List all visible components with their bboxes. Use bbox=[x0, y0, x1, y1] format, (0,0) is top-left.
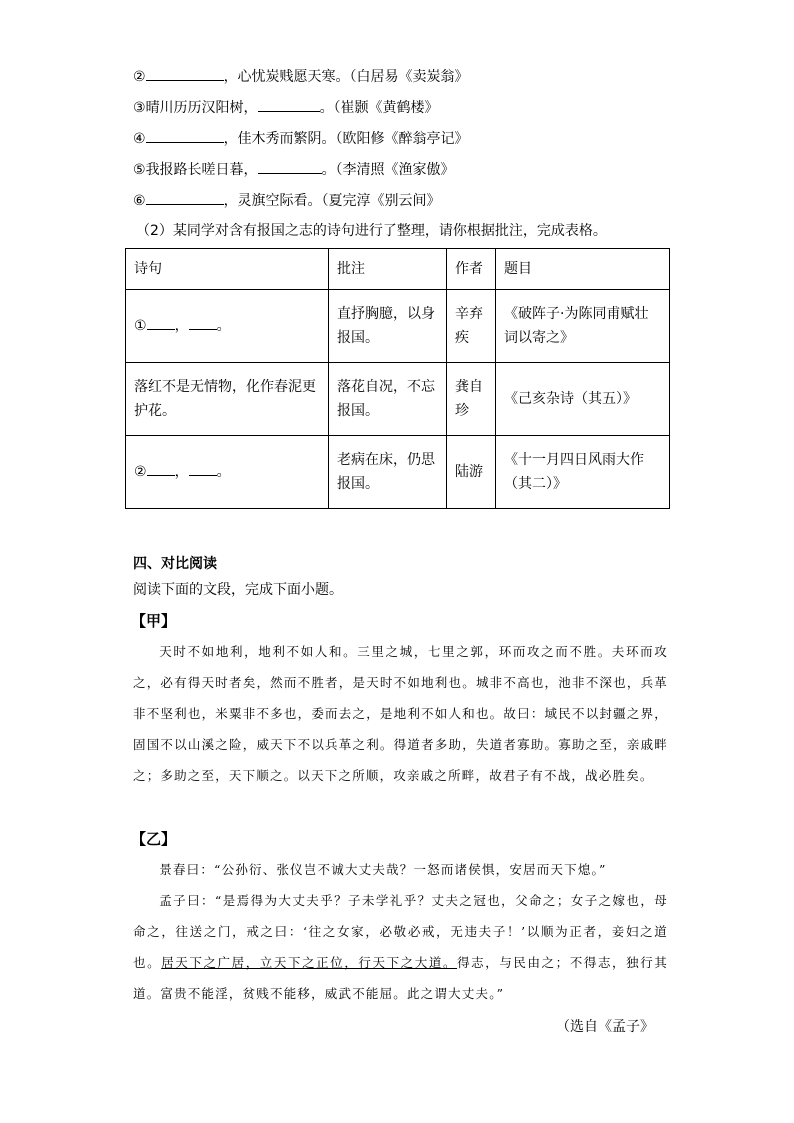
note-cell: 老病在床，仍思报国。 bbox=[329, 436, 447, 509]
fill-in-line-2 bbox=[133, 66, 469, 87]
yi-text-a: 孟子曰：“是焉得为大丈夫乎？子未学礼乎？丈夫之冠也，父命之；女子之嫁也，母命之，往送之门，戒之曰：‘往之女家，必敬必戒，无违夫子！’以顺为正者，妾妇之道也。 bbox=[133, 893, 668, 970]
yi-label: 【乙】 bbox=[131, 830, 177, 848]
line-text: ，佳木秀而繁阴。（欧阳修《醉翁亭记》 bbox=[223, 131, 469, 147]
jia-label: 【甲】 bbox=[131, 612, 177, 630]
table-row bbox=[126, 290, 670, 363]
line-marker: ⑥ bbox=[133, 193, 146, 209]
table-row bbox=[126, 363, 670, 436]
poem-sep: ， bbox=[174, 318, 189, 334]
line-text: 晴川历历汉阳树， bbox=[145, 100, 258, 116]
note-cell: 直抒胸臆，以身报国。 bbox=[329, 290, 447, 363]
underlined-sentence: 居天下之广居，立天下之正位，行天下之大道。 bbox=[161, 955, 458, 970]
line-marker: ④ bbox=[133, 131, 146, 147]
row-marker: ① bbox=[134, 318, 147, 334]
jia-passage bbox=[133, 636, 668, 791]
poem-end: 。 bbox=[216, 318, 231, 334]
question-2-prompt: （2）某同学对含有报国之志的诗句进行了整理，请你根据批注，完成表格。 bbox=[136, 223, 607, 239]
line-marker: ⑤ bbox=[133, 162, 146, 178]
answer-blank[interactable] bbox=[146, 128, 224, 143]
author-cell: 辛弃疾 bbox=[447, 290, 496, 363]
answer-blank[interactable] bbox=[258, 97, 320, 112]
line-text: 。（李清照《渔家傲》 bbox=[321, 162, 455, 178]
line-text: ，灵旗空际看。（夏完淳《别云间》 bbox=[223, 193, 441, 209]
yi-paragraph-1: 景春曰：“公孙衍、张仪岂不诚大丈夫哉？一怒而诸侯惧，安居而天下熄。” bbox=[159, 862, 607, 877]
source-citation: （选自《孟子》 bbox=[556, 1019, 654, 1035]
yi-text-b: 得志，与民由之；不得志，独行其道。富贵不能淫，贫贱不能移，威武不能屈。此之谓大丈夫。” bbox=[133, 955, 669, 1001]
fill-in-line-5 bbox=[133, 159, 455, 180]
title-cell: 《破阵子·为陈同甫赋壮词以寄之》 bbox=[496, 290, 670, 363]
jia-text: 天时不如地利，地利不如人和。三里之城，七里之郭，环而攻之而不胜。夫环而攻之，必有得天时者矣，然而不胜者，是天时不如地利也。城非不高也，池非不深也，兵革非不坚利也，米粟非不多也，委而去之，是地利不如人和也。故曰：域民不以封疆之界，固国不以山溪之险，威天下不以兵革之利。得道者多助，失道者寡助。寡助之至，亲戚畔之；多助之至，天下顺之。以天下之所顺，攻亲戚之所畔，故君子有不战，战必胜矣。 bbox=[133, 644, 668, 783]
answer-blank[interactable] bbox=[147, 315, 175, 330]
fill-in-line-4 bbox=[133, 128, 469, 149]
yi-passage bbox=[133, 854, 668, 1009]
header-author: 作者 bbox=[447, 249, 496, 290]
line-text: 。（崔颢《黄鹤楼》 bbox=[319, 100, 439, 116]
table-header-row bbox=[126, 249, 670, 290]
answer-blank[interactable] bbox=[147, 461, 175, 476]
line-text: ，心忧炭贱愿天寒。（白居易《卖炭翁》 bbox=[223, 69, 469, 85]
header-note: 批注 bbox=[329, 249, 447, 290]
section-instruction: 阅读下面的文段，完成下面小题。 bbox=[133, 582, 343, 598]
author-cell: 陆游 bbox=[447, 436, 496, 509]
title-cell: 《十一月四日风雨大作（其二）》 bbox=[496, 436, 670, 509]
poem-end: 。 bbox=[216, 464, 231, 480]
answer-blank[interactable] bbox=[146, 66, 224, 81]
fill-in-line-6 bbox=[133, 190, 441, 211]
author-cell: 龚自珍 bbox=[447, 363, 496, 436]
yi-paragraph-2 bbox=[133, 885, 668, 1009]
header-poem: 诗句 bbox=[126, 249, 329, 290]
poem-cell bbox=[126, 290, 329, 363]
poem-table bbox=[125, 248, 670, 509]
row-marker: ② bbox=[134, 464, 147, 480]
answer-blank[interactable] bbox=[189, 315, 217, 330]
line-marker: ③ bbox=[133, 100, 146, 116]
answer-blank[interactable] bbox=[189, 461, 217, 476]
header-title: 题目 bbox=[496, 249, 670, 290]
fill-in-line-3 bbox=[133, 97, 439, 118]
title-cell: 《己亥杂诗（其五）》 bbox=[496, 363, 670, 436]
poem-cell: 落红不是无情物，化作春泥更护花。 bbox=[126, 363, 329, 436]
note-cell: 落花自况，不忘报国。 bbox=[329, 363, 447, 436]
answer-blank[interactable] bbox=[258, 159, 322, 174]
poem-sep: ， bbox=[174, 464, 189, 480]
answer-blank[interactable] bbox=[146, 190, 224, 205]
table-row bbox=[126, 436, 670, 509]
line-marker: ② bbox=[133, 69, 146, 85]
poem-cell bbox=[126, 436, 329, 509]
section-heading: 四、对比阅读 bbox=[133, 556, 217, 572]
line-text: 我报路长嗟日暮， bbox=[145, 162, 258, 178]
